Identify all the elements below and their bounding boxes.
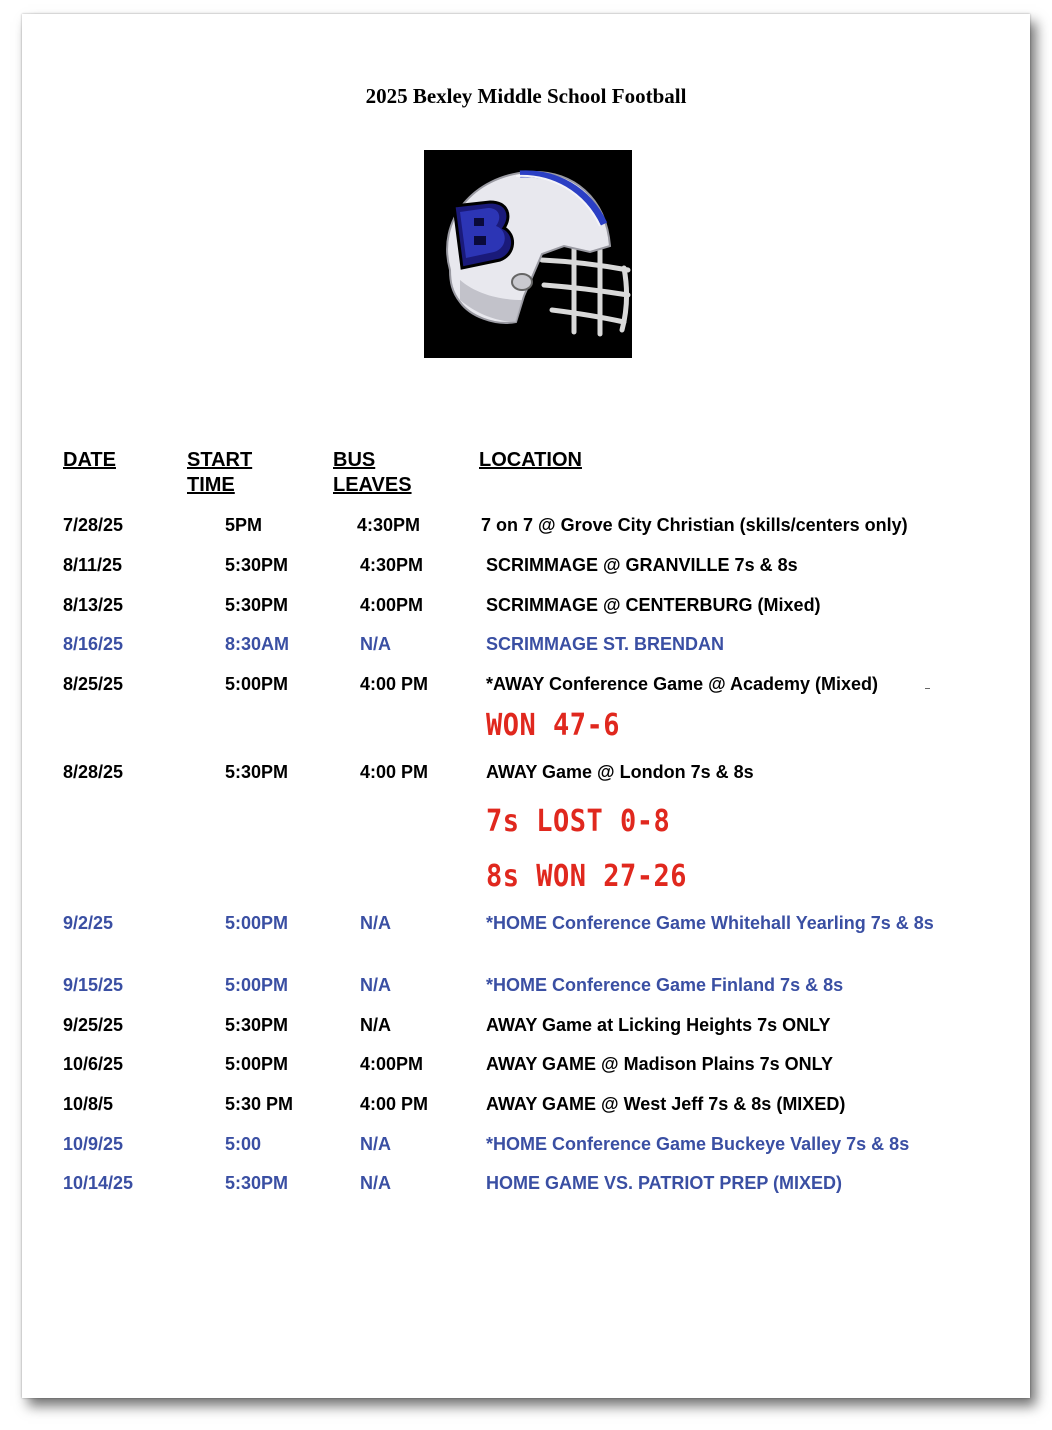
row-bus-leaves: N/A [360, 1015, 391, 1035]
row-start-time: 5:00PM [225, 674, 289, 694]
row-location: *HOME Conference Game Whitehall Yearling 7s & 8s [486, 913, 934, 933]
header-bus-line1: BUS [333, 449, 376, 471]
game-result: 8s WON 27-26 [486, 859, 688, 894]
header-location-label: LOCATION [479, 449, 582, 471]
row-date: 8/11/25 [63, 555, 123, 575]
row-start-time: 5PM [225, 515, 263, 535]
row-date: 9/15/25 [63, 975, 124, 995]
team-logo [424, 150, 632, 358]
row-location: SCRIMMAGE @ GRANVILLE 7s & 8s [486, 555, 798, 575]
row-start-time: 5:30PM [225, 762, 289, 782]
row-bus-leaves: 4:00 PM [360, 1094, 429, 1114]
row-date: 8/13/25 [63, 595, 124, 615]
row-bus-leaves: N/A [360, 1173, 391, 1193]
row-location: 7 on 7 @ Grove City Christian (skills/centers only) [481, 515, 908, 535]
row-location: SCRIMMAGE @ CENTERBURG (Mixed) [486, 595, 821, 615]
row-bus-leaves: 4:00 PM [360, 674, 429, 694]
header-bus-leaves [333, 448, 412, 498]
row-bus-leaves: 4:30PM [357, 515, 421, 535]
header-start-line1: START [187, 449, 253, 471]
row-bus-leaves: 4:00 PM [360, 762, 429, 782]
row-bus-leaves: N/A [360, 975, 391, 995]
row-location: *HOME Conference Game Buckeye Valley 7s & 8s [486, 1134, 910, 1154]
game-result: WON 47-6 [486, 708, 621, 743]
row-location: SCRIMMAGE ST. BRENDAN [486, 634, 725, 654]
row-date: 10/14/25 [63, 1173, 134, 1193]
row-date: 8/25/25 [63, 674, 124, 694]
game-result: 7s LOST 0-8 [486, 804, 671, 839]
row-bus-leaves: N/A [360, 634, 391, 654]
row-start-time: 5:00PM [225, 913, 289, 933]
header-bus-line2: LEAVES [333, 474, 412, 496]
row-start-time: 8:30AM [225, 634, 290, 654]
header-start-line2: TIME [187, 474, 235, 496]
row-date: 8/28/25 [63, 762, 124, 782]
schedule-page [22, 14, 1030, 1398]
stray-mark [925, 688, 930, 689]
row-bus-leaves: N/A [360, 913, 391, 933]
row-start-time: 5:30PM [225, 1173, 289, 1193]
row-date: 7/28/25 [63, 515, 124, 535]
row-location: AWAY GAME @ Madison Plains 7s ONLY [486, 1054, 833, 1074]
row-date: 9/2/25 [63, 913, 114, 933]
row-bus-leaves: N/A [360, 1134, 391, 1154]
row-location: AWAY Game @ London 7s & 8s [486, 762, 754, 782]
row-location: *AWAY Conference Game @ Academy (Mixed) [486, 674, 879, 694]
row-start-time: 5:00PM [225, 975, 289, 995]
page-title: 2025 Bexley Middle School Football [365, 84, 687, 108]
row-date: 8/16/25 [63, 634, 124, 654]
row-bus-leaves: 4:00PM [360, 595, 424, 615]
row-date: 10/6/25 [63, 1054, 124, 1074]
row-location: AWAY Game at Licking Heights 7s ONLY [486, 1015, 831, 1035]
football-helmet-icon [424, 150, 632, 358]
header-date-label: DATE [63, 449, 116, 471]
row-start-time: 5:30 PM [225, 1094, 294, 1114]
row-location: *HOME Conference Game Finland 7s & 8s [486, 975, 844, 995]
row-start-time: 5:30PM [225, 595, 289, 615]
row-start-time: 5:30PM [225, 555, 289, 575]
row-date: 10/9/25 [63, 1134, 124, 1154]
row-start-time: 5:30PM [225, 1015, 289, 1035]
row-start-time: 5:00PM [225, 1054, 289, 1074]
row-bus-leaves: 4:00PM [360, 1054, 424, 1074]
row-date: 9/25/25 [63, 1015, 124, 1035]
header-location [479, 448, 582, 473]
row-location: HOME GAME VS. PATRIOT PREP (MIXED) [486, 1173, 843, 1193]
row-start-time: 5:00 [225, 1134, 262, 1154]
header-date [63, 448, 116, 473]
row-location: AWAY GAME @ West Jeff 7s & 8s (MIXED) [486, 1094, 846, 1114]
row-bus-leaves: 4:30PM [360, 555, 424, 575]
header-start-time [187, 448, 252, 498]
row-date: 10/8/5 [63, 1094, 114, 1114]
